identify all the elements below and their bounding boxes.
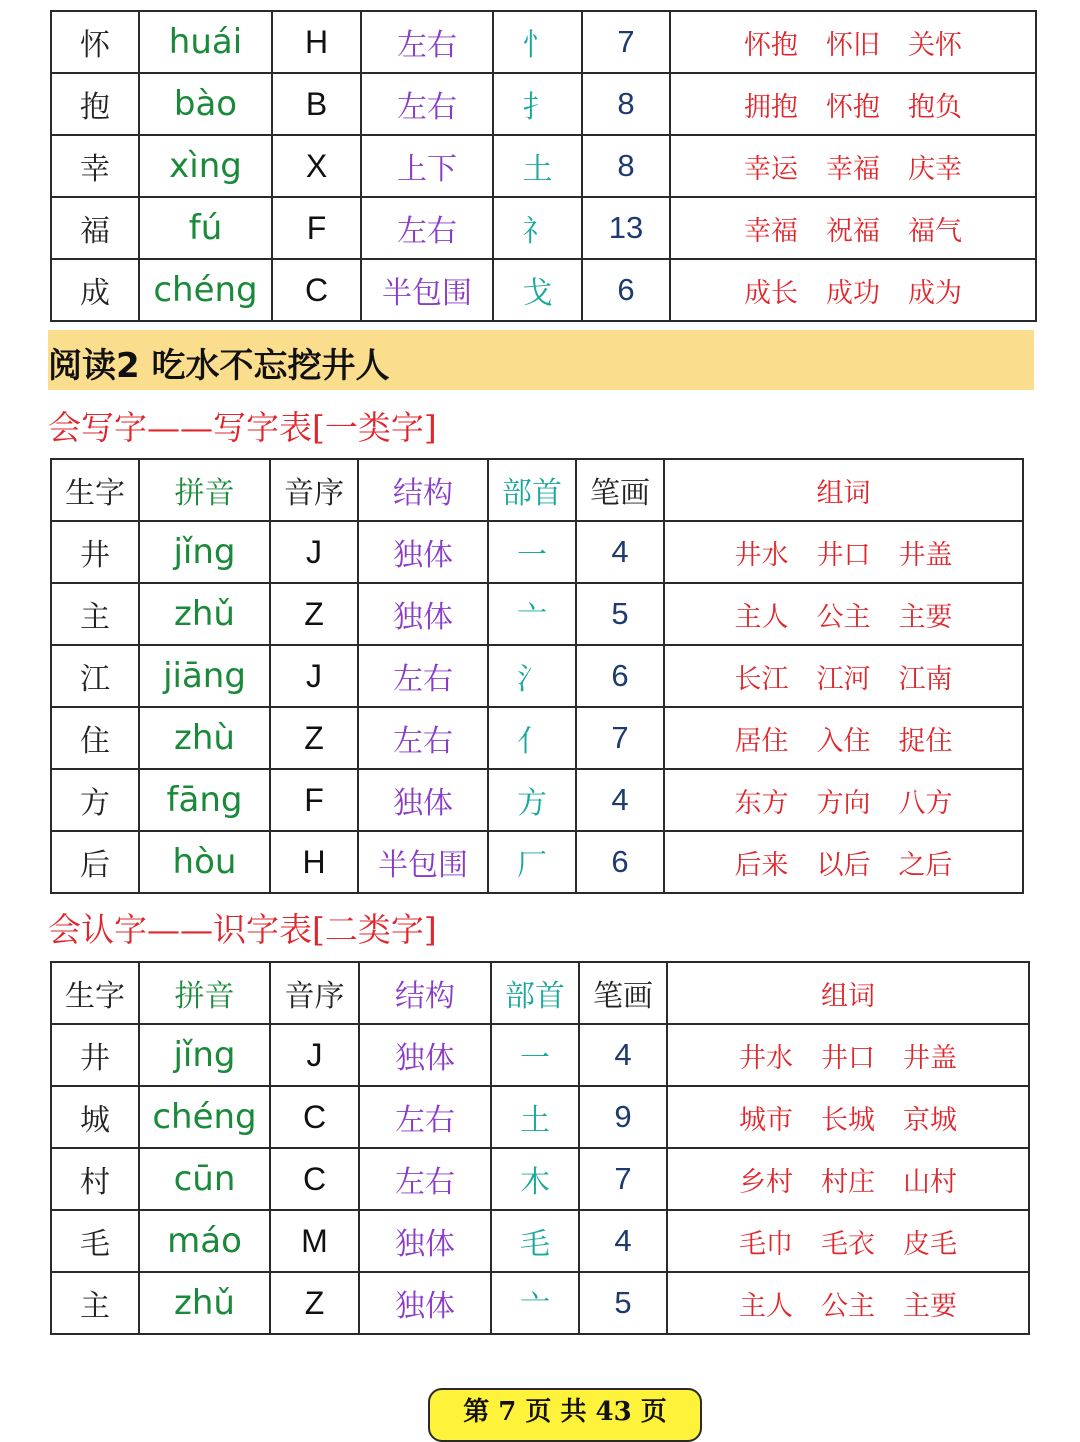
char-cell: 后 bbox=[51, 831, 139, 893]
words-cell bbox=[670, 197, 1036, 259]
word-item: 江河 bbox=[816, 663, 871, 695]
char-cell: 主 bbox=[51, 583, 139, 645]
radical-cell: 忄 bbox=[493, 11, 582, 73]
word-item: 井口 bbox=[821, 1042, 875, 1074]
radical-cell: 毛 bbox=[491, 1210, 579, 1272]
strokes-cell: 6 bbox=[582, 259, 670, 321]
pinyin-cell: hòu bbox=[139, 831, 270, 893]
word-item: 成功 bbox=[826, 277, 880, 309]
word-item: 成长 bbox=[744, 277, 798, 309]
word-item: 皮毛 bbox=[903, 1228, 957, 1260]
word-item: 毛巾 bbox=[739, 1228, 793, 1260]
word-item: 成为 bbox=[908, 277, 962, 309]
section-title: 阅读2 吃水不忘挖井人 bbox=[48, 346, 390, 386]
structure-cell: 独体 bbox=[359, 1272, 491, 1334]
table-row bbox=[51, 769, 1023, 831]
table-row bbox=[51, 197, 1036, 259]
pinyin-cell: zhǔ bbox=[139, 1272, 270, 1334]
pinyin-cell: zhǔ bbox=[139, 583, 270, 645]
radical-cell: 木 bbox=[491, 1148, 579, 1210]
word-item: 方向 bbox=[816, 787, 871, 819]
char-cell: 主 bbox=[51, 1272, 139, 1334]
char-cell: 村 bbox=[51, 1148, 139, 1210]
words-cell bbox=[667, 1024, 1029, 1086]
char-cell: 抱 bbox=[51, 73, 139, 135]
word-item: 抱负 bbox=[908, 91, 962, 123]
read-table-title: 会认字——识字表[二类字] bbox=[48, 910, 437, 949]
header-letter: 音序 bbox=[270, 459, 358, 521]
strokes-cell: 5 bbox=[576, 583, 664, 645]
words-cell bbox=[664, 583, 1023, 645]
radical-cell: 一 bbox=[488, 521, 576, 583]
strokes-cell: 9 bbox=[579, 1086, 667, 1148]
header-pinyin: 拼音 bbox=[139, 459, 270, 521]
pinyin-cell: chéng bbox=[139, 1086, 270, 1148]
table-row bbox=[51, 831, 1023, 893]
word-item: 祝福 bbox=[826, 215, 880, 247]
header-strokes: 笔画 bbox=[579, 962, 667, 1024]
word-item: 长城 bbox=[821, 1104, 875, 1136]
table-row bbox=[51, 259, 1036, 321]
structure-cell: 独体 bbox=[359, 1210, 491, 1272]
word-item: 井盖 bbox=[898, 539, 953, 571]
strokes-cell: 4 bbox=[576, 769, 664, 831]
char-cell: 怀 bbox=[51, 11, 139, 73]
structure-cell: 独体 bbox=[358, 521, 488, 583]
word-item: 幸运 bbox=[744, 153, 798, 185]
table-row bbox=[51, 1272, 1029, 1334]
strokes-cell: 4 bbox=[579, 1024, 667, 1086]
pinyin-cell: máo bbox=[139, 1210, 270, 1272]
structure-cell: 左右 bbox=[361, 73, 493, 135]
word-item: 居住 bbox=[734, 725, 789, 757]
word-item: 公主 bbox=[816, 601, 871, 633]
write-table-title: 会写字——写字表[一类字] bbox=[48, 408, 437, 447]
structure-cell: 半包围 bbox=[361, 259, 493, 321]
char-cell: 江 bbox=[51, 645, 139, 707]
pinyin-cell: jiāng bbox=[139, 645, 270, 707]
strokes-cell: 7 bbox=[579, 1148, 667, 1210]
strokes-cell: 4 bbox=[579, 1210, 667, 1272]
structure-cell: 左右 bbox=[359, 1086, 491, 1148]
table-row bbox=[51, 1210, 1029, 1272]
table-row bbox=[51, 11, 1036, 73]
header-structure: 结构 bbox=[358, 459, 488, 521]
structure-cell: 左右 bbox=[358, 645, 488, 707]
strokes-cell: 13 bbox=[582, 197, 670, 259]
table-header-row bbox=[51, 962, 1029, 1024]
letter-cell: Z bbox=[270, 583, 358, 645]
word-item: 拥抱 bbox=[744, 91, 798, 123]
words-cell bbox=[667, 1148, 1029, 1210]
table-header-row bbox=[51, 459, 1023, 521]
table-row bbox=[51, 135, 1036, 197]
letter-cell: F bbox=[270, 769, 358, 831]
structure-cell: 上下 bbox=[361, 135, 493, 197]
pinyin-cell: xìng bbox=[139, 135, 272, 197]
pinyin-cell: huái bbox=[139, 11, 272, 73]
structure-cell: 左右 bbox=[359, 1148, 491, 1210]
strokes-cell: 7 bbox=[576, 707, 664, 769]
structure-cell: 独体 bbox=[358, 583, 488, 645]
table-row bbox=[51, 1148, 1029, 1210]
words-cell bbox=[667, 1086, 1029, 1148]
words-cell bbox=[670, 259, 1036, 321]
words-cell bbox=[667, 1210, 1029, 1272]
word-item: 山村 bbox=[903, 1166, 957, 1198]
word-item: 村庄 bbox=[821, 1166, 875, 1198]
pinyin-cell: jǐng bbox=[139, 1024, 270, 1086]
page-indicator: 第 7 页 共 43 页 bbox=[428, 1388, 702, 1442]
char-cell: 井 bbox=[51, 1024, 139, 1086]
table-row bbox=[51, 1024, 1029, 1086]
table-row bbox=[51, 645, 1023, 707]
radical-cell: 方 bbox=[488, 769, 576, 831]
char-cell: 住 bbox=[51, 707, 139, 769]
structure-cell: 半包围 bbox=[358, 831, 488, 893]
char-cell: 城 bbox=[51, 1086, 139, 1148]
words-cell bbox=[664, 769, 1023, 831]
strokes-cell: 8 bbox=[582, 135, 670, 197]
char-table-read bbox=[50, 961, 1030, 1335]
words-cell bbox=[664, 645, 1023, 707]
header-words: 组词 bbox=[667, 962, 1029, 1024]
word-item: 怀抱 bbox=[826, 91, 880, 123]
char-cell: 井 bbox=[51, 521, 139, 583]
word-item: 井口 bbox=[816, 539, 871, 571]
strokes-cell: 8 bbox=[582, 73, 670, 135]
word-item: 八方 bbox=[898, 787, 953, 819]
word-item: 关怀 bbox=[908, 29, 962, 61]
letter-cell: H bbox=[272, 11, 361, 73]
header-radical: 部首 bbox=[488, 459, 576, 521]
word-item: 怀抱 bbox=[744, 29, 798, 61]
radical-cell: 土 bbox=[491, 1086, 579, 1148]
letter-cell: C bbox=[272, 259, 361, 321]
header-radical: 部首 bbox=[491, 962, 579, 1024]
word-item: 幸福 bbox=[744, 215, 798, 247]
word-item: 京城 bbox=[903, 1104, 957, 1136]
pinyin-cell: chéng bbox=[139, 259, 272, 321]
strokes-cell: 6 bbox=[576, 645, 664, 707]
header-char: 生字 bbox=[51, 459, 139, 521]
header-pinyin: 拼音 bbox=[139, 962, 270, 1024]
word-item: 福气 bbox=[908, 215, 962, 247]
char-cell: 毛 bbox=[51, 1210, 139, 1272]
pinyin-cell: zhù bbox=[139, 707, 270, 769]
radical-cell: 亠 bbox=[488, 583, 576, 645]
words-cell bbox=[667, 1272, 1029, 1334]
word-item: 井水 bbox=[739, 1042, 793, 1074]
word-item: 主要 bbox=[898, 601, 953, 633]
word-item: 长江 bbox=[734, 663, 789, 695]
header-words: 组词 bbox=[664, 459, 1023, 521]
word-item: 幸福 bbox=[826, 153, 880, 185]
word-item: 后来 bbox=[734, 849, 789, 881]
word-item: 江南 bbox=[898, 663, 953, 695]
word-item: 东方 bbox=[734, 787, 789, 819]
structure-cell: 独体 bbox=[358, 769, 488, 831]
letter-cell: J bbox=[270, 1024, 359, 1086]
table-row bbox=[51, 1086, 1029, 1148]
strokes-cell: 4 bbox=[576, 521, 664, 583]
table-row bbox=[51, 707, 1023, 769]
char-cell: 福 bbox=[51, 197, 139, 259]
word-item: 乡村 bbox=[739, 1166, 793, 1198]
header-char: 生字 bbox=[51, 962, 139, 1024]
word-item: 公主 bbox=[821, 1290, 875, 1322]
header-structure: 结构 bbox=[359, 962, 491, 1024]
letter-cell: X bbox=[272, 135, 361, 197]
words-cell bbox=[670, 11, 1036, 73]
word-item: 毛衣 bbox=[821, 1228, 875, 1260]
letter-cell: C bbox=[270, 1148, 359, 1210]
letter-cell: J bbox=[270, 645, 358, 707]
structure-cell: 左右 bbox=[361, 197, 493, 259]
radical-cell: 氵 bbox=[488, 645, 576, 707]
letter-cell: J bbox=[270, 521, 358, 583]
words-cell bbox=[664, 707, 1023, 769]
header-strokes: 笔画 bbox=[576, 459, 664, 521]
word-item: 井水 bbox=[734, 539, 789, 571]
table-row bbox=[51, 583, 1023, 645]
letter-cell: Z bbox=[270, 707, 358, 769]
pinyin-cell: bào bbox=[139, 73, 272, 135]
letter-cell: C bbox=[270, 1086, 359, 1148]
radical-cell: 厂 bbox=[488, 831, 576, 893]
pinyin-cell: cūn bbox=[139, 1148, 270, 1210]
pinyin-cell: jǐng bbox=[139, 521, 270, 583]
char-cell: 方 bbox=[51, 769, 139, 831]
word-item: 怀旧 bbox=[826, 29, 880, 61]
letter-cell: H bbox=[270, 831, 358, 893]
radical-cell: 一 bbox=[491, 1024, 579, 1086]
word-item: 城市 bbox=[739, 1104, 793, 1136]
word-item: 以后 bbox=[816, 849, 871, 881]
table-row bbox=[51, 521, 1023, 583]
word-item: 井盖 bbox=[903, 1042, 957, 1074]
pinyin-cell: fú bbox=[139, 197, 272, 259]
pinyin-cell: fāng bbox=[139, 769, 270, 831]
radical-cell: 礻 bbox=[493, 197, 582, 259]
table-row bbox=[51, 73, 1036, 135]
header-letter: 音序 bbox=[270, 962, 359, 1024]
radical-cell: 亻 bbox=[488, 707, 576, 769]
words-cell bbox=[670, 73, 1036, 135]
strokes-cell: 7 bbox=[582, 11, 670, 73]
char-table-write bbox=[50, 458, 1024, 894]
section-banner bbox=[48, 330, 1034, 390]
radical-cell: 土 bbox=[493, 135, 582, 197]
letter-cell: F bbox=[272, 197, 361, 259]
char-cell: 成 bbox=[51, 259, 139, 321]
word-item: 主人 bbox=[739, 1290, 793, 1322]
letter-cell: M bbox=[270, 1210, 359, 1272]
word-item: 主要 bbox=[903, 1290, 957, 1322]
word-item: 捉住 bbox=[898, 725, 953, 757]
radical-cell: 扌 bbox=[493, 73, 582, 135]
word-item: 主人 bbox=[734, 601, 789, 633]
word-item: 入住 bbox=[816, 725, 871, 757]
letter-cell: Z bbox=[270, 1272, 359, 1334]
radical-cell: 戈 bbox=[493, 259, 582, 321]
strokes-cell: 5 bbox=[579, 1272, 667, 1334]
strokes-cell: 6 bbox=[576, 831, 664, 893]
word-item: 庆幸 bbox=[908, 153, 962, 185]
word-item: 之后 bbox=[898, 849, 953, 881]
structure-cell: 左右 bbox=[361, 11, 493, 73]
char-cell: 幸 bbox=[51, 135, 139, 197]
words-cell bbox=[664, 521, 1023, 583]
char-table-top bbox=[50, 10, 1037, 322]
structure-cell: 独体 bbox=[359, 1024, 491, 1086]
words-cell bbox=[670, 135, 1036, 197]
radical-cell: 亠 bbox=[491, 1272, 579, 1334]
letter-cell: B bbox=[272, 73, 361, 135]
structure-cell: 左右 bbox=[358, 707, 488, 769]
words-cell bbox=[664, 831, 1023, 893]
